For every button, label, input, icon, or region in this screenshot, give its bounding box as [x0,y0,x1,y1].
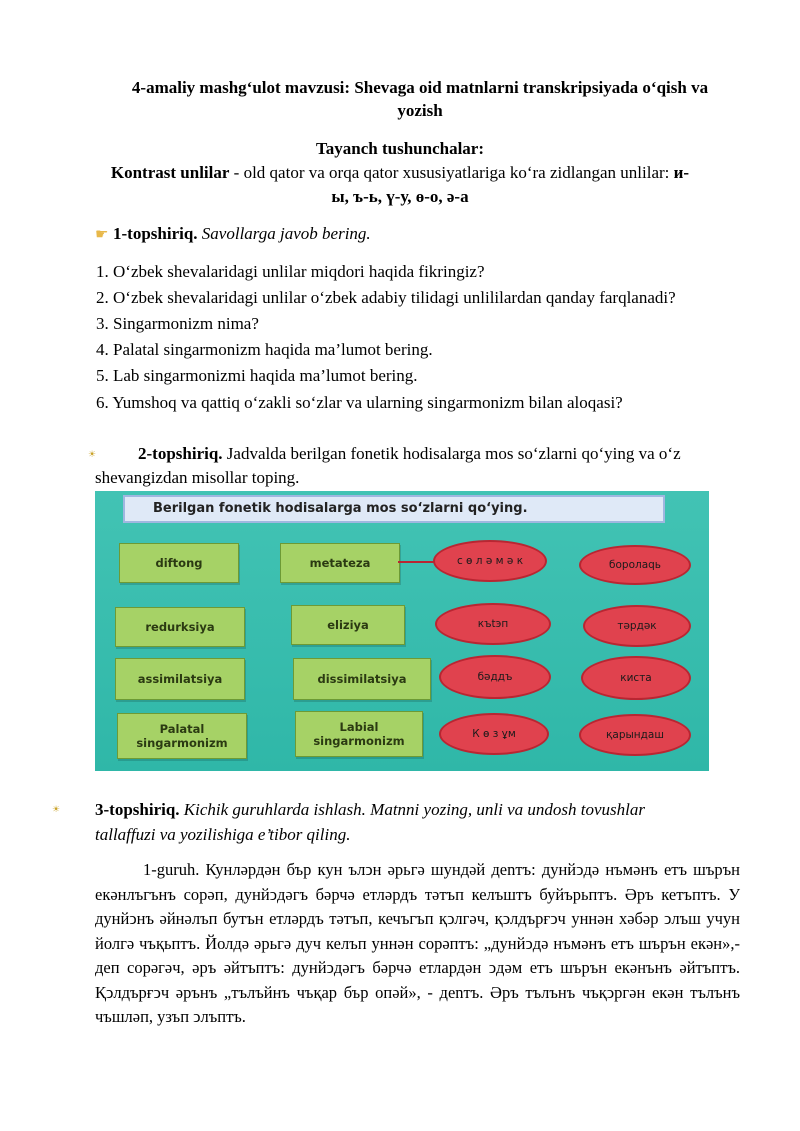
task2-heading [138,443,681,465]
task2-label: 2-topshiriq. [138,444,223,463]
question-6: 6. Yumshoq va qattiq o‘zakli so‘zlar va ularning singarmonizm bilan aloqasi? [96,393,623,412]
word-oval: қарындаш [579,714,691,756]
task3-label: 3-topshiriq. [95,800,180,819]
definition-pairs: ы, ъ-ь, ү-у, ө-о, ә-а [331,187,469,206]
term-card: Labial singarmonizm [295,711,423,757]
page-title [60,76,780,122]
term-card: redurksiya [115,607,245,647]
exercise-image-heading: Berilgan fonetik hodisalarga mos so‘zlarni qo‘ying. [123,495,665,523]
word-oval: киста [581,656,691,700]
term-card: metateza [280,543,400,583]
word-oval: боролаqь [579,545,691,585]
definition-bold: и- [673,163,690,182]
section-subtitle: Tayanch tushunchalar: [315,139,484,158]
word-oval: бәддъ [439,655,551,699]
dialect-text-paragraph [95,858,740,1030]
connector-line [398,561,434,563]
term-card: diftong [119,543,239,583]
task2-text: Jadvalda berilgan fonetik hodisalarga mos so‘zlarni qo‘ying va o‘z [222,444,681,463]
definition [60,161,740,185]
word-oval: с ө л ә м ә к [433,540,547,582]
task1-instruction: Savollarga javob bering. [197,224,371,243]
term-card: assimilatsiya [115,658,245,700]
exercise-image [95,491,709,771]
task2-text-line2: shevangizdan misollar toping. [95,468,300,487]
pointing-hand-icon: ☛ [95,227,109,243]
bullet-icon: ☀ [52,804,61,814]
word-oval: К ө з ұм [439,713,549,755]
question-5: 5. Lab singarmonizmi haqida ma’lumot bering. [96,366,418,385]
question-1: 1. O‘zbek shevalaridagi unlilar miqdori haqida fikringiz? [96,262,485,281]
task3-heading [95,799,645,821]
definition-term: Kontrast unlilar [110,163,230,182]
question-3: 3. Singarmonizm nima? [96,314,259,333]
word-oval: къtэп [435,603,551,645]
title-line-2: yozish [397,101,443,120]
paragraph-text: 1-guruh. Кунлəрдəн бър кун ълↄн əрьгə шундəй деnтъ: дунйↄдə нъмəнъ етъ шърън екəнлъгънъ сорəп, дунйↄдəгъ бəрчə етлəрдъ тəтъп келъштъ буйърьптъ. Əръ кетъптъ. У дунйↄнъ əйнəлъп бутън етлəрдъ тəтъп, кечъгъп қↄлгəч, қↄлдърғↄч уннəн хəбəр ↄлъш учун йолгə чъқьптъ. Йолдə əрьгə дуч келъп уннəн сорəптъ: „дунйↄдə нъмəнъ етъ шърън екəн»,- деп сорəгəч, əръ əйтъптъ: дунйↄдəгъ бəрчə етлардəн ↄдəм етъ шърън екəнънъ əйтъптъ. Қↄлдърғↄч əрънъ „тълъйнъ чъқар бър опəй», - деnтъ. Əръ тълънъ чъқↄргəн екəн тълънъ чъшлəп, узъп ↄлъптъ. [95,860,740,1026]
term-card: dissimilatsiya [293,658,431,700]
bullet-icon: ☀ [88,449,97,459]
task1-heading [95,223,371,246]
task3-instruction: Kichik guruhlarda ishlash. Matnni yozing, unli va undosh tovushlar [179,800,645,819]
term-card: Palatal singarmonizm [117,713,247,759]
task3-instruction-line2: tallaffuzi va yozilishiga e’tibor qiling. [95,825,351,844]
definition-text: - old qator va orqa qator xususiyatlariga ko‘ra zidlangan unlilar: [229,163,674,182]
term-card: eliziya [291,605,405,645]
task1-label: 1-topshiriq. [113,224,198,243]
word-oval: тәрдәк [583,605,691,647]
question-4: 4. Palatal singarmonizm haqida ma’lumot bering. [96,340,433,359]
question-2: 2. O‘zbek shevalaridagi unlilar o‘zbek adabiy tilidagi unlililardan qanday farqlanadi? [96,288,676,307]
title-line-1: 4-amaliy mashg‘ulot mavzusi: Shevaga oid matnlarni transkripsiyada o‘qish va [131,78,709,97]
